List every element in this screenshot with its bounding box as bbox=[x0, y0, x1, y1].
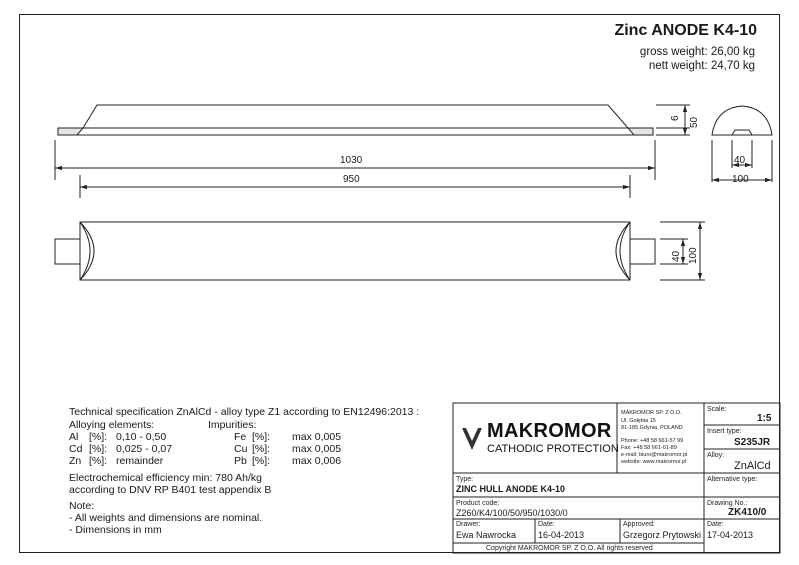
imp-unit-pb: [%]: bbox=[252, 455, 271, 467]
dim-overall-length: 1030 bbox=[340, 155, 363, 166]
alloy-val-cd: 0,025 - 0,07 bbox=[116, 443, 173, 455]
alloy-unit-zn: [%]: bbox=[89, 455, 108, 467]
drawer-value: Ewa Nawrocka bbox=[456, 530, 517, 540]
scale-value: 1:5 bbox=[757, 413, 772, 424]
dim-end-outer: 100 bbox=[732, 174, 749, 185]
company-website: website: www.makromor.pl bbox=[621, 459, 687, 465]
alloy-label: Alloy: bbox=[707, 452, 725, 459]
insert-value: S235JR bbox=[734, 437, 771, 448]
alloy-val-zn: remainder bbox=[116, 455, 164, 467]
drawing-no-value: ZK410/0 bbox=[728, 507, 767, 518]
draw-date-value: 16-04-2013 bbox=[538, 530, 585, 540]
product-code-value: Z260/K4/100/50/950/1030/0 bbox=[456, 508, 568, 518]
gross-weight: gross weight: 26,00 kg bbox=[639, 46, 755, 58]
alloy-unit-al: [%]: bbox=[89, 431, 108, 443]
dim-plan-inner: 40 bbox=[671, 250, 682, 262]
note-header: Note: bbox=[69, 500, 95, 512]
end-view bbox=[712, 106, 772, 182]
imp-unit-cu: [%]: bbox=[252, 443, 271, 455]
imp-val-fe: max 0,005 bbox=[292, 431, 342, 443]
alloy-value: ZnAlCd bbox=[734, 460, 771, 472]
product-code-label: Product code: bbox=[456, 500, 500, 507]
type-label: Type: bbox=[456, 476, 474, 483]
company-name: MAKROMOR SP. Z O.O. bbox=[621, 410, 682, 416]
logo-name: MAKROMOR bbox=[487, 420, 612, 442]
spec-line: Technical specification ZnAlCd - alloy type Z1 according to EN12496:2013 : bbox=[69, 406, 420, 418]
side-view bbox=[58, 105, 690, 135]
plan-view bbox=[55, 222, 705, 280]
company-fax: Fax: +48 58 661-01-89 bbox=[621, 445, 677, 451]
alloy-val-al: 0,10 - 0,50 bbox=[116, 431, 167, 443]
dim-side-height: 50 bbox=[689, 116, 700, 128]
company-city: 81-185 Gdynia, POLAND bbox=[621, 425, 683, 431]
dim-end-inner: 40 bbox=[734, 155, 746, 166]
efficiency-line-2: according to DNV RP B401 test appendix B bbox=[69, 484, 272, 496]
drawing-title: Zinc ANODE K4-10 bbox=[614, 22, 757, 39]
dim-side-top: 6 bbox=[670, 115, 681, 121]
note-1: - All weights and dimensions are nominal. bbox=[69, 512, 263, 524]
impurities-header: Impurities: bbox=[208, 419, 257, 431]
company-street: Ul. Gołębia 15 bbox=[621, 418, 656, 424]
imp-el-cu: Cu bbox=[234, 443, 248, 455]
logo-subtitle: CATHODIC PROTECTION bbox=[487, 443, 619, 455]
makromor-logo-icon bbox=[462, 428, 482, 450]
imp-val-pb: max 0,006 bbox=[292, 455, 342, 467]
alloy-el-cd: Cd bbox=[69, 443, 83, 455]
imp-val-cu: max 0,005 bbox=[292, 443, 342, 455]
nett-weight: nett weight: 24,70 kg bbox=[648, 60, 755, 72]
dim-plan-outer: 100 bbox=[688, 247, 699, 264]
approved-label: Approved: bbox=[623, 521, 655, 528]
imp-el-fe: Fe bbox=[234, 431, 247, 443]
efficiency-line-1: Electrochemical efficiency min: 780 Ah/kg bbox=[69, 472, 262, 484]
imp-el-pb: Pb bbox=[234, 455, 247, 467]
alloy-el-al: Al bbox=[69, 431, 79, 443]
imp-unit-fe: [%]: bbox=[252, 431, 271, 443]
approve-date-value: 17-04-2013 bbox=[707, 530, 754, 540]
drawer-label: Drawer: bbox=[456, 521, 481, 528]
alternative-type-label: Alternative type: bbox=[707, 476, 758, 483]
approved-value: Grzegorz Prytowski bbox=[623, 530, 702, 540]
copyright: Copyright MAKROMOR SP. Z O.O. All rights reserved bbox=[486, 545, 653, 552]
company-phone: Phone: +48 58 661-57 99 bbox=[621, 438, 684, 444]
scale-label: Scale: bbox=[707, 406, 727, 413]
note-2: - Dimensions in mm bbox=[69, 524, 162, 536]
length-dimensions bbox=[55, 140, 655, 198]
type-value: ZINC HULL ANODE K4-10 bbox=[456, 484, 566, 494]
insert-label: Insert type: bbox=[707, 428, 742, 435]
dim-inner-length: 950 bbox=[343, 174, 360, 185]
alloy-el-zn: Zn bbox=[69, 455, 82, 467]
draw-date-label: Date: bbox=[538, 521, 555, 528]
alloy-unit-cd: [%]: bbox=[89, 443, 108, 455]
company-email: e-mail: biuro@makromor.pl bbox=[621, 452, 688, 458]
alloying-header: Alloying elements: bbox=[69, 419, 155, 431]
drawing-no-label: Drawing No.: bbox=[707, 500, 748, 507]
approve-date-label: Date: bbox=[707, 521, 724, 528]
